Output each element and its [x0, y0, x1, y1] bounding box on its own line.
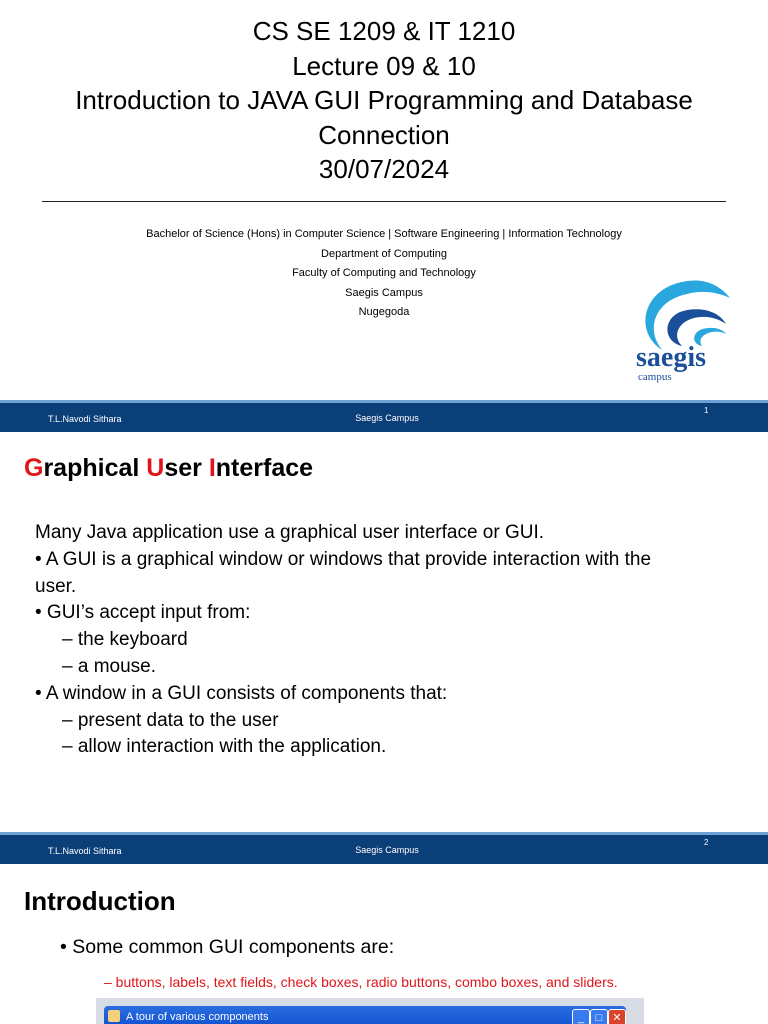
- title-line: Connection: [318, 119, 450, 150]
- body-subline: – present data to the user: [62, 709, 279, 731]
- java-icon: [108, 1010, 120, 1022]
- bullet-text: • Some common GUI components are:: [60, 936, 395, 958]
- subtitle-line: Saegis Campus: [345, 286, 423, 299]
- heading-initial: G: [24, 454, 44, 482]
- body-subline: – allow interaction with the application.: [62, 736, 387, 758]
- footer-author: T.L.Navodi Sithara: [48, 846, 122, 856]
- title-line: Lecture 09 & 10: [292, 50, 476, 81]
- subtitle-line: Faculty of Computing and Technology: [292, 267, 476, 279]
- footer-campus: Saegis Campus: [355, 845, 419, 855]
- window-titlebar: [104, 1006, 626, 1024]
- logo-subtext: campus: [638, 371, 672, 383]
- footer-bar: [0, 400, 768, 433]
- sample-window: [96, 998, 644, 1024]
- subtitle-line: Bachelor of Science (Hons) in Computer Science | Software Engineering | Information Technology: [146, 228, 622, 240]
- heading-initial: I: [208, 454, 216, 482]
- body-subline: – a mouse.: [62, 655, 156, 677]
- title-line: Introduction to JAVA GUI Programming and Database: [75, 85, 693, 115]
- slide-title: [0, 14, 768, 187]
- body-subline: – the keyboard: [62, 629, 188, 651]
- body-line: • A GUI is a graphical window or windows that provide interaction with the: [35, 548, 652, 570]
- subtitle-line: Department of Computing: [321, 247, 447, 260]
- page-number: 2: [704, 838, 709, 847]
- slide-1: [0, 0, 768, 432]
- footer-author: T.L.Navodi Sithara: [48, 414, 122, 424]
- body-text: [35, 520, 651, 761]
- slide-2: [0, 432, 768, 864]
- heading-initial: U: [146, 454, 165, 482]
- body-line: user.: [35, 575, 77, 597]
- divider: [42, 201, 726, 202]
- close-icon[interactable]: ✕: [608, 1009, 626, 1024]
- footer-stripe: [0, 400, 768, 403]
- logo-text: saegis: [636, 342, 706, 373]
- saegis-logo: [622, 272, 742, 387]
- heading-text: raphical: [43, 454, 147, 482]
- subtitle-line: Nugegoda: [358, 306, 410, 318]
- heading-text: ser: [164, 454, 209, 482]
- window-title: A tour of various components: [126, 1011, 269, 1023]
- maximize-icon[interactable]: □: [590, 1009, 608, 1024]
- slide-3: [0, 864, 768, 1024]
- slide-heading: Introduction: [24, 886, 176, 916]
- heading-text: nterface: [215, 454, 314, 482]
- footer-stripe: [0, 832, 768, 835]
- minimize-icon[interactable]: _: [572, 1009, 590, 1024]
- title-line: 30/07/2024: [318, 154, 450, 184]
- component-list: – buttons, labels, text fields, check boxes, radio buttons, combo boxes, and sliders.: [104, 974, 618, 990]
- footer-campus: Saegis Campus: [355, 413, 419, 423]
- body-line: • A window in a GUI consists of components that:: [35, 682, 448, 704]
- body-line: • GUI’s accept input from:: [35, 602, 251, 624]
- footer-bar: [0, 832, 768, 865]
- slide-heading: [24, 454, 313, 483]
- body-line: Many Java application use a graphical user interface or GUI.: [35, 522, 545, 543]
- page-number: 1: [704, 406, 709, 415]
- title-line: CS SE 1209 & IT 1210: [252, 16, 516, 46]
